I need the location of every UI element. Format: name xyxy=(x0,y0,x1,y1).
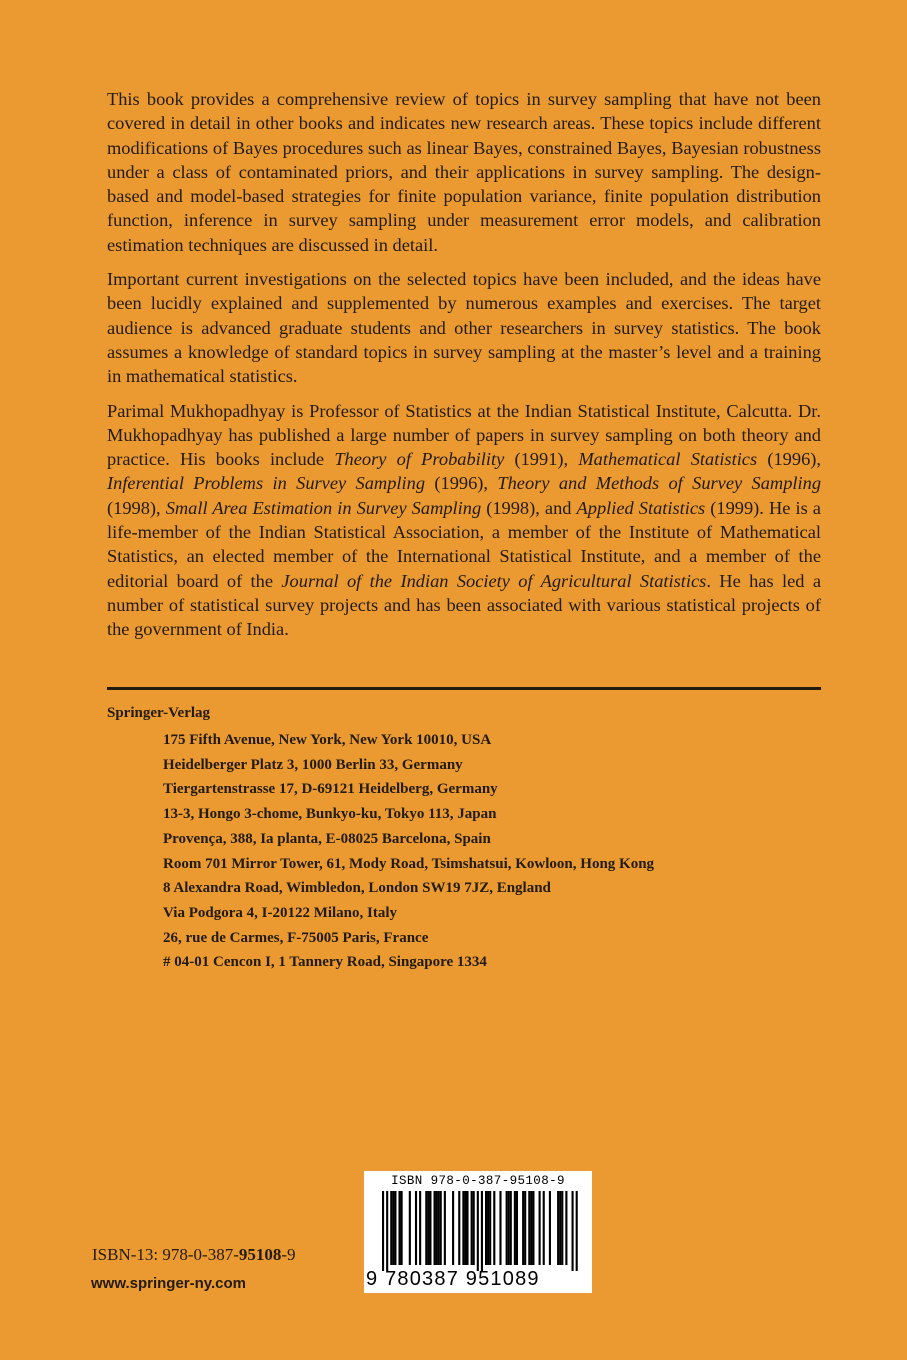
barcode-bar xyxy=(392,1191,394,1265)
barcode-bar xyxy=(499,1191,501,1265)
barcode-bar xyxy=(427,1191,429,1265)
barcode-guard-bar xyxy=(481,1191,483,1271)
barcode-bar xyxy=(489,1191,491,1265)
publisher-name: Springer-Verlag xyxy=(107,705,211,721)
barcode-bar xyxy=(462,1191,464,1265)
barcode-bar xyxy=(394,1191,396,1265)
publisher-address: 175 Fifth Avenue, New York, New York 10010, USA xyxy=(163,732,492,748)
barcode-bar xyxy=(419,1191,421,1265)
barcode-guard-bar xyxy=(572,1191,574,1271)
publisher-address: 26, rue de Carmes, F-75005 Paris, France xyxy=(163,929,429,946)
barcode-bar xyxy=(452,1191,454,1265)
bio-text: (1999). He is a life-member of the Indian Statistical Association, a member of the Institute of Mathematical Statistics, an elected member of the International Statistical Institute, and a member of the editorial board of the xyxy=(107,497,821,591)
book-title-mathematical-statistics: Mathematical Statistics xyxy=(578,449,758,470)
book-title-applied-statistics: Applied Statistics xyxy=(576,497,706,518)
publisher-address: Tiergartenstrasse 17, D-69121 Heidelberg, Germany xyxy=(163,781,498,798)
barcode-bar xyxy=(444,1191,446,1265)
barcode-bar xyxy=(425,1191,427,1265)
barcode-guard-bar xyxy=(576,1191,578,1271)
barcode-bar xyxy=(539,1191,541,1265)
book-title-inferential-problems: Inferential Problems in Survey Sampling xyxy=(107,473,426,494)
barcode-bar xyxy=(401,1191,403,1265)
barcode-bar xyxy=(458,1191,460,1265)
barcode-bar xyxy=(514,1191,516,1265)
barcode-bar xyxy=(559,1191,561,1265)
book-title-theory-of-probability: Theory of Probability xyxy=(334,449,505,470)
isbn-prefix: ISBN-13: 978-0-387- xyxy=(92,1245,239,1264)
barcode-bar xyxy=(471,1191,473,1265)
bio-text: (1996), xyxy=(425,473,498,494)
publisher-address: Heidelberger Platz 3, 1000 Berlin 33, Germany xyxy=(163,756,463,773)
publisher-address: Provença, 388, Ia planta, E-08025 Barcelona, Spain xyxy=(163,830,491,847)
barcode-bar xyxy=(524,1191,526,1265)
author-bio-paragraph xyxy=(107,399,821,642)
publisher-address: 8 Alexandra Road, Wimbledon, London SW19 7JZ, England xyxy=(163,880,551,897)
barcode-bar xyxy=(510,1191,512,1265)
bio-text: (1996), xyxy=(757,449,821,470)
barcode-bar xyxy=(506,1191,508,1265)
barcode-bar xyxy=(532,1191,534,1265)
barcode-bar xyxy=(493,1191,495,1265)
isbn-bold-part: 95108 xyxy=(238,1245,282,1264)
barcode-guard-bar xyxy=(382,1191,384,1271)
barcode-bar xyxy=(530,1191,532,1265)
barcode-bar xyxy=(390,1191,392,1265)
bio-text: (1998), xyxy=(107,497,166,518)
isbn-suffix: -9 xyxy=(281,1245,296,1264)
isbn-13-label xyxy=(92,1245,296,1265)
barcode-bar xyxy=(485,1191,487,1265)
bio-text: . He has led a number of statistical survey projects and has been associated with various statistical projects of the government of India. xyxy=(107,570,821,640)
barcode-bar xyxy=(557,1191,559,1265)
barcode-bar xyxy=(508,1191,510,1265)
journal-title: Journal of the Indian Society of Agricultural Statistics xyxy=(281,570,707,591)
barcode-bar xyxy=(487,1191,489,1265)
barcode-bar xyxy=(436,1191,438,1265)
barcode-bar xyxy=(398,1191,400,1265)
barcode-bar xyxy=(561,1191,563,1265)
bio-text: Parimal Mukhopadhyay is Professor of Statistics at the Indian Statistical Institute, Calcutta. Dr. Mukhopadhyay has published a large number of papers in survey sampling on both theory and practice. His books include xyxy=(107,400,821,470)
barcode-bar xyxy=(543,1191,545,1265)
divider-rule xyxy=(107,687,821,690)
publisher-website: www.springer-ny.com xyxy=(91,1275,247,1292)
barcode-bar xyxy=(409,1191,411,1265)
description-paragraph-2: Important current investigations on the selected topics have been included, and the ideas have been lucidly explained and supplemented by numerous examples and exercises. The target audience is advanced graduate students and other researchers in survey statistics. The book assumes a knowledge of standard topics in survey sampling at the master’s level and a training in mathematical statistics. xyxy=(107,269,821,387)
barcode-bar xyxy=(516,1191,518,1265)
barcode-bar xyxy=(440,1191,442,1265)
barcode-bar xyxy=(565,1191,567,1265)
book-description xyxy=(107,87,821,652)
barcode-bar xyxy=(522,1191,524,1265)
barcode-guard-bar xyxy=(386,1191,388,1271)
barcode-bar xyxy=(429,1191,431,1265)
barcode-bar xyxy=(473,1191,475,1265)
publisher-address: 13-3, Hongo 3-chome, Bunkyo-ku, Tokyo 113, Japan xyxy=(163,806,497,823)
barcode-bar xyxy=(434,1191,436,1265)
barcode-bar xyxy=(415,1191,417,1265)
barcode xyxy=(364,1171,592,1293)
bio-text: (1998), and xyxy=(481,497,577,518)
barcode-isbn-text: ISBN 978-0-387-95108-9 xyxy=(391,1174,565,1188)
barcode-bar xyxy=(464,1191,466,1265)
barcode-bar xyxy=(528,1191,530,1265)
description-paragraph-1: This book provides a comprehensive review of topics in survey sampling that have not been covered in detail in other books and indicates new research areas. These topics include different modifications of Bayes procedures such as linear Bayes, constrained Bayes, Bayesian robustness under a class of contaminated priors, and their applications in survey sampling. The design-based and model-based strategies for finite population variance, finite population distribution function, inference in survey sampling under measurement error models, and calibration estimation techniques are discussed in detail. xyxy=(107,89,821,255)
book-title-small-area-estimation: Small Area Estimation in Survey Sampling xyxy=(165,497,482,518)
barcode-bar xyxy=(438,1191,440,1265)
book-title-theory-and-methods: Theory and Methods of Survey Sampling xyxy=(497,473,822,494)
barcode-bar xyxy=(549,1191,551,1265)
bio-text: (1991), xyxy=(504,449,579,470)
barcode-bar xyxy=(466,1191,468,1265)
barcode-digits: 9 780387 951089 xyxy=(366,1268,540,1290)
publisher-address: Via Podgora 4, I-20122 Milano, Italy xyxy=(163,904,398,921)
publisher-address: Room 701 Mirror Tower, 61, Mody Road, Tsimshatsui, Kowloon, Hong Kong xyxy=(163,855,655,872)
publisher-address-list xyxy=(163,728,803,975)
publisher-address: # 04-01 Cencon I, 1 Tannery Road, Singapore 1334 xyxy=(163,954,487,971)
barcode-guard-bar xyxy=(477,1191,479,1271)
